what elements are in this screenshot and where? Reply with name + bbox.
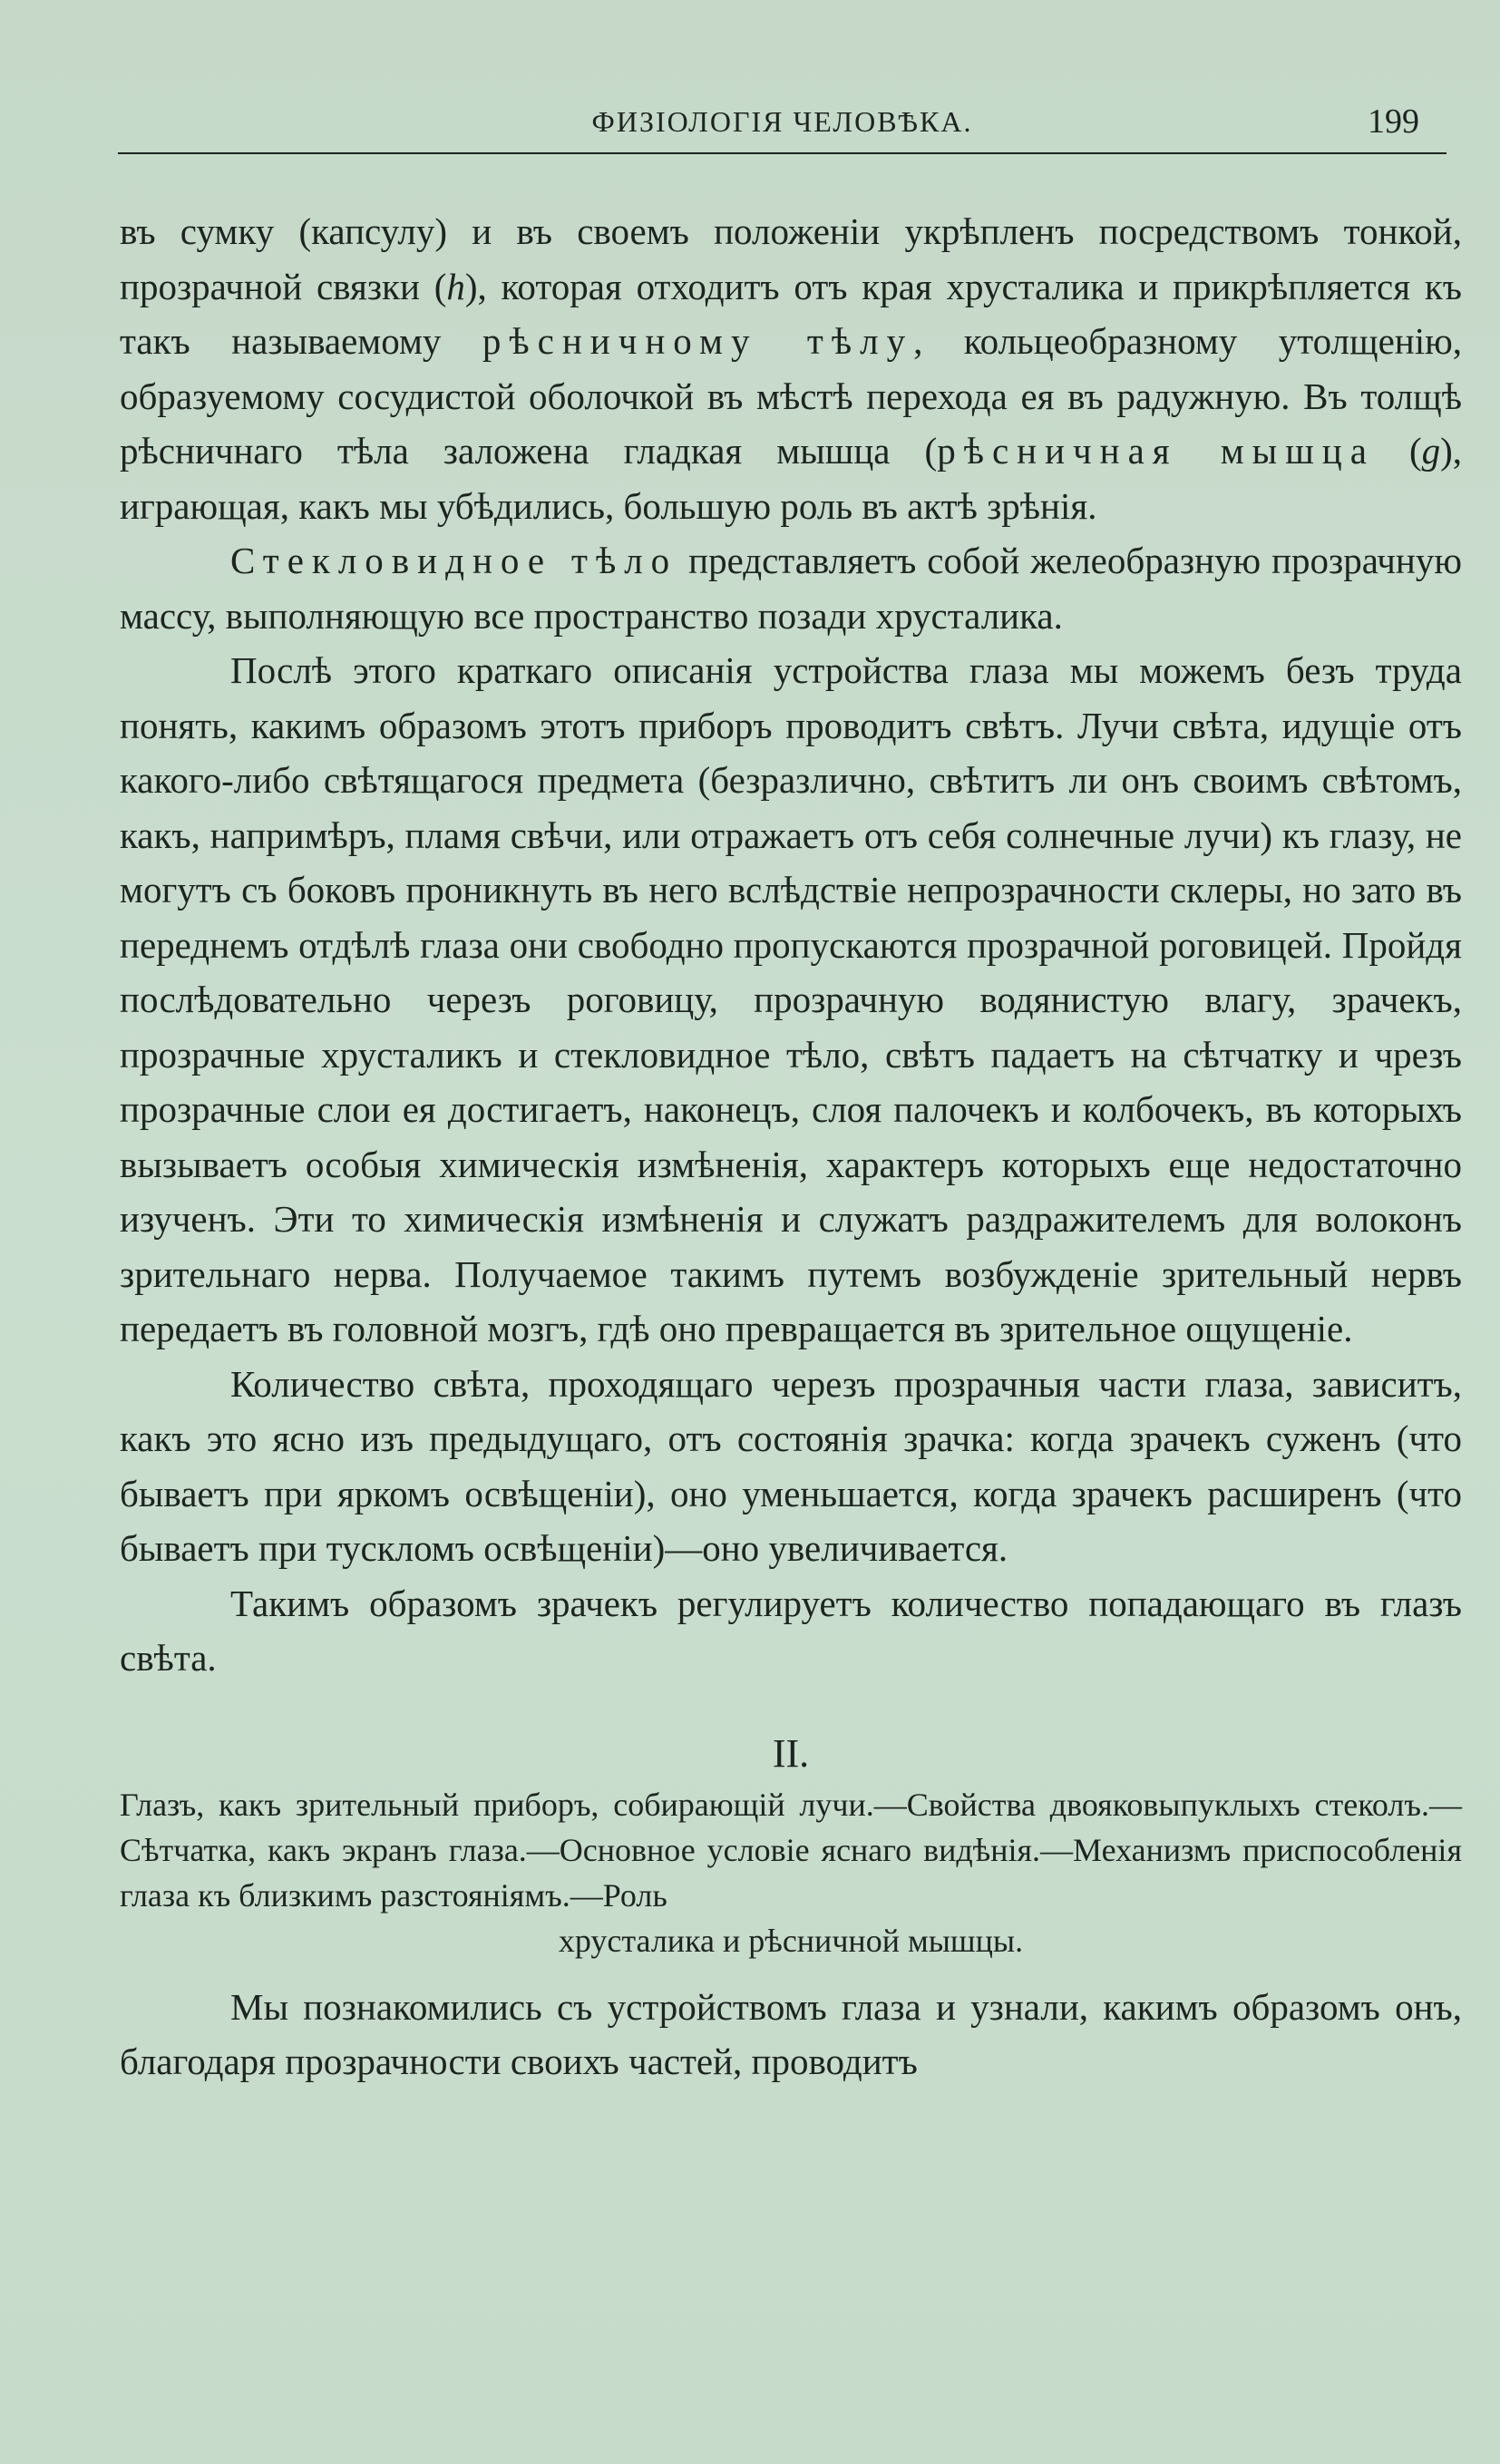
paragraph-lens-ligament bbox=[120, 204, 1462, 533]
term-ciliary-muscle: рѣсничная мышца bbox=[937, 430, 1375, 472]
text-run: ), играющая, какъ мы убѣдились, большую роль въ актѣ зрѣнія. bbox=[120, 430, 1463, 527]
page-body bbox=[120, 204, 1462, 2089]
paragraph-light-amount: Количество свѣта, проходящаго черезъ прозрачныя части глаза, зависитъ, какъ это ясно изъ предыдущаго, отъ состоянія зрачка: когда зрачекъ суженъ (что бываетъ при яркомъ освѣщеніи), оно уменьшается, когда зрачекъ расширенъ (что бываетъ при тускломъ освѣщеніи)—оно увеличивается. bbox=[120, 1362, 1462, 1569]
text-run: , кольцеобразному утолщенію, образуемому сосудистой оболочкой въ мѣстѣ перехода ея въ радужную. Въ толщѣ рѣсничнаго тѣла заложена гладкая мышца ( bbox=[120, 320, 1462, 472]
term-vitreous-body: Стекловидное тѣло bbox=[230, 540, 678, 581]
paragraph-light-path: Послѣ этого краткаго описанія устройства глаза мы можемъ безъ труда понять, какимъ образомъ этотъ приборъ проводитъ свѣтъ. Лучи свѣта, идущіе отъ какого-либо свѣтящагося предмета (безразлично, свѣтитъ ли онъ своимъ свѣтомъ, какъ, напримѣръ, пламя свѣчи, или отражаетъ отъ себя солнечные лучи) къ глазу, не могутъ съ боковъ проникнуть въ него вслѣдствіе непрозрачности склеры, но зато въ переднемъ отдѣлѣ глаза они свободно пропускаются прозрачной роговицей. Пройдя послѣдовательно черезъ роговицу, прозрачную водянистую влагу, зрачекъ, прозрачные хрусталикъ и стекловидное тѣло, свѣтъ падаетъ на сѣтчатку и чрезъ прозрачные слои ея достигаетъ, наконецъ, слоя палочекъ и колбочекъ, въ которыхъ вызываетъ особыя химическія измѣненія, характеръ которыхъ еще недостаточно изученъ. Эти то химическія измѣненія и служатъ раздражителемъ для волоконъ зрительнаго нерва. Получаемое такимъ путемъ возбужденіе зрительный нервъ передаетъ въ головной мозгъ, гдѣ оно превращается въ зрительное ощущеніе. bbox=[120, 649, 1462, 1349]
paragraph-pupil-regulates: Такимъ образомъ зрачекъ регулируетъ количество попадающаго въ глазъ свѣта. bbox=[120, 1582, 1462, 1679]
figure-label-g: g bbox=[1421, 430, 1441, 472]
term-ciliary-body: рѣсничному тѣлу bbox=[482, 320, 914, 362]
page-number: 199 bbox=[1368, 102, 1419, 141]
text-run: въ сумку (капсулу) и въ своемъ положеніи укрѣпленъ посредствомъ тонкой, прозрачной связки ( bbox=[120, 210, 1462, 307]
text-run: ( bbox=[1374, 430, 1422, 472]
running-title: ФИЗІОЛОГІЯ ЧЕЛОВѢКА. bbox=[591, 105, 973, 138]
text-run: представляетъ собой желеобразную прозрачную массу, выполняющую все пространство позади хрусталика. bbox=[120, 540, 1463, 637]
text-run: ), которая отходитъ отъ края хрусталика и прикрѣпляется къ такъ называемому bbox=[120, 265, 1462, 362]
paragraph-section-two-start: Мы познакомились съ устройствомъ глаза и узнали, какимъ образомъ онъ, благодаря прозрачности своихъ частей, проводитъ bbox=[120, 1985, 1462, 2082]
running-head bbox=[118, 98, 1446, 154]
section-number: II. bbox=[772, 1730, 810, 1776]
paragraph-vitreous-body bbox=[120, 533, 1462, 643]
header-rule bbox=[118, 152, 1446, 154]
section-summary: Глазъ, какъ зрительный приборъ, собирающій лучи.—Свойства двояковыпуклыхъ стеколъ.—Сѣтчатка, какъ экранъ глаза.—Основное условіе яснаго видѣнія.—Механизмъ приспособленія глаза къ близкимъ разстояніямъ.—Роль bbox=[120, 1786, 1462, 1914]
figure-label-h: h bbox=[446, 265, 465, 307]
section-summary-last-line: хрусталика и рѣсничной мышцы. bbox=[558, 1922, 1024, 1959]
